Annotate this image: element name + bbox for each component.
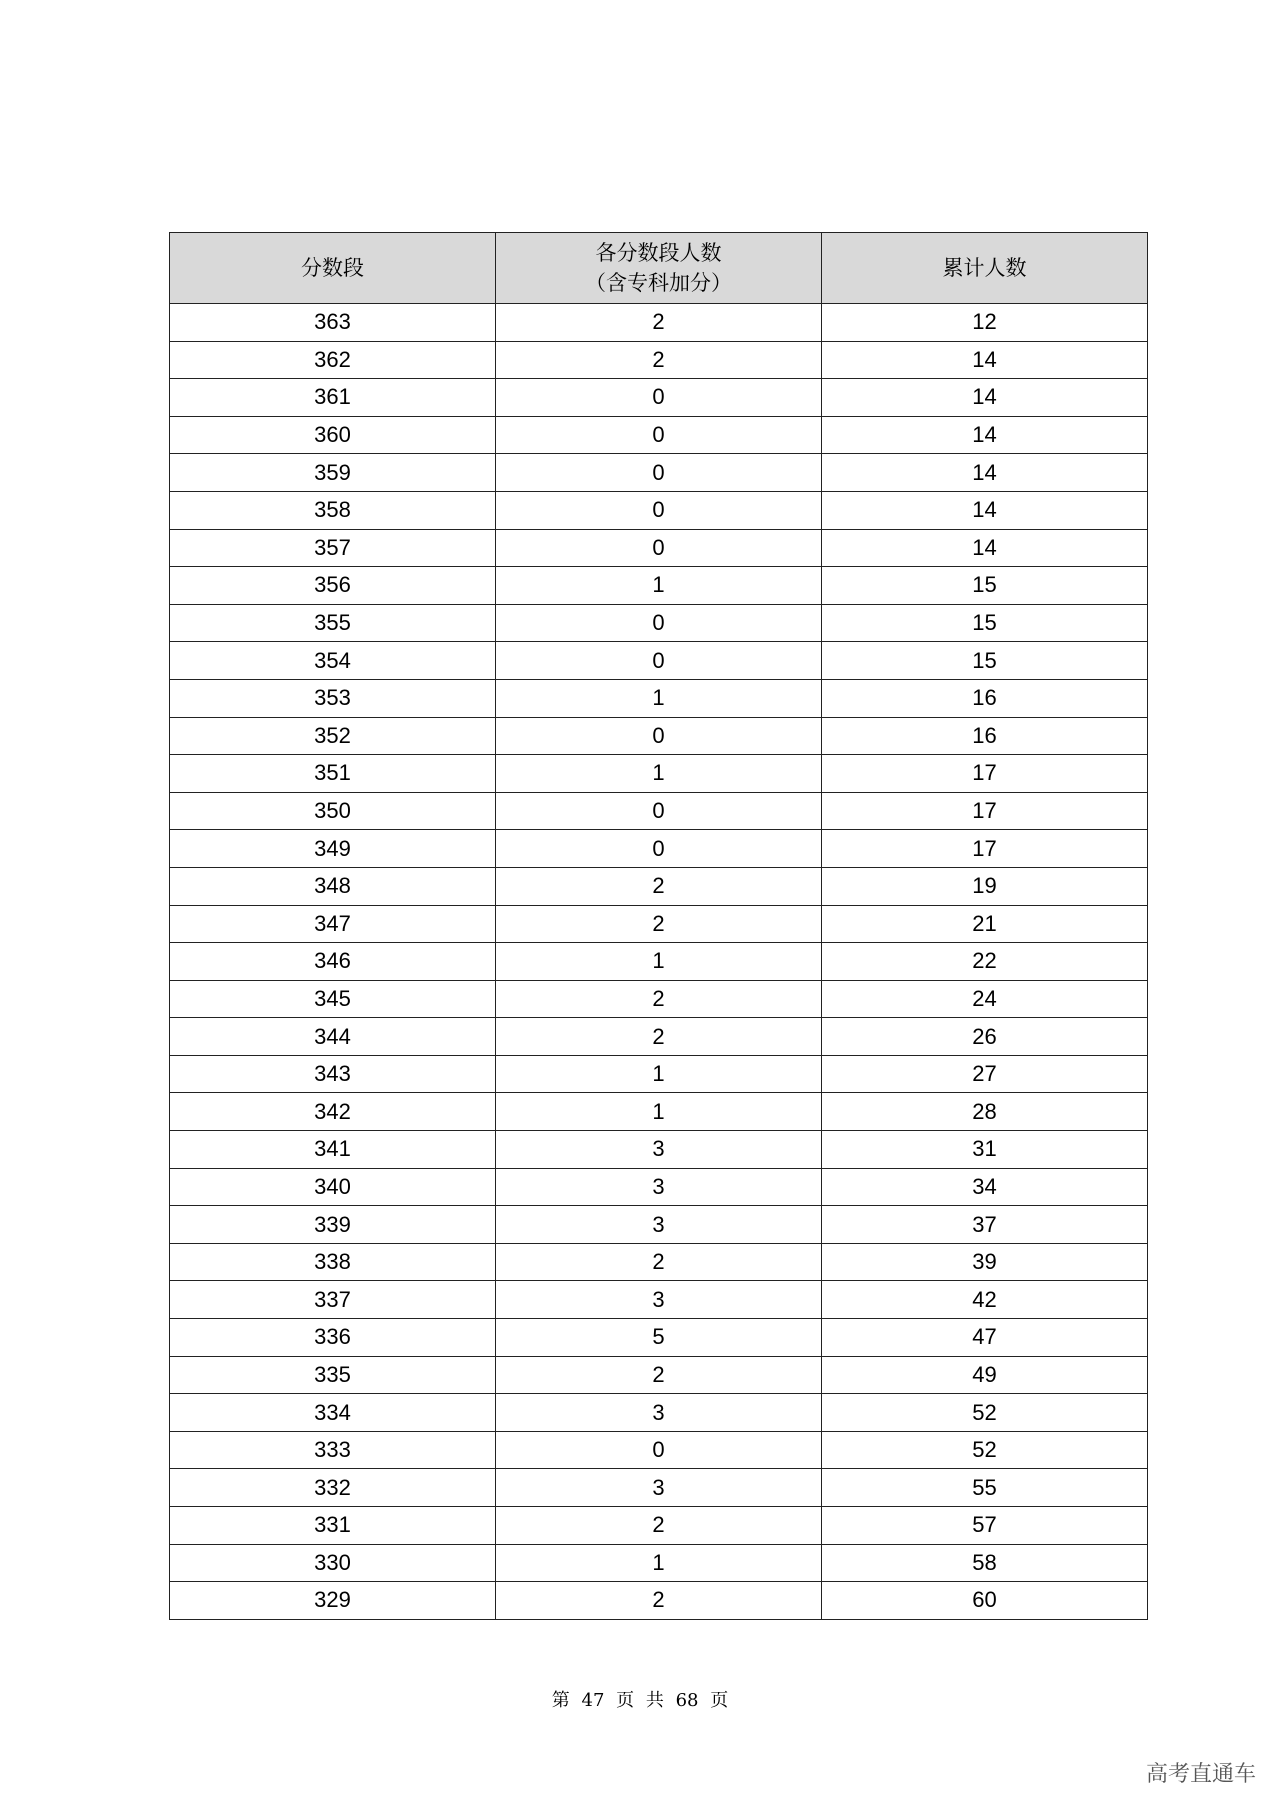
cumulative-count-cell: 27: [822, 1055, 1148, 1093]
segment-count-cell: 0: [496, 1431, 822, 1469]
header-segment-count-line1: 各分数段人数: [595, 241, 722, 265]
cumulative-count-cell: 21: [822, 905, 1148, 943]
table-row: [170, 567, 1148, 605]
cumulative-count-cell: 55: [822, 1469, 1148, 1507]
cumulative-count-cell: 60: [822, 1582, 1148, 1620]
score-cell: 341: [170, 1131, 496, 1169]
cumulative-count-cell: 39: [822, 1243, 1148, 1281]
segment-count-cell: 0: [496, 604, 822, 642]
cumulative-count-cell: 57: [822, 1507, 1148, 1545]
cumulative-count-cell: 52: [822, 1431, 1148, 1469]
score-cell: 332: [170, 1469, 496, 1507]
segment-count-cell: 3: [496, 1168, 822, 1206]
score-cell: 337: [170, 1281, 496, 1319]
score-cell: 344: [170, 1018, 496, 1056]
cumulative-count-cell: 15: [822, 642, 1148, 680]
cumulative-count-cell: 28: [822, 1093, 1148, 1131]
table-row: [170, 1093, 1148, 1131]
header-cumulative-count: [822, 233, 1148, 304]
score-cell: 347: [170, 905, 496, 943]
segment-count-cell: 3: [496, 1281, 822, 1319]
cumulative-count-cell: 16: [822, 717, 1148, 755]
cumulative-count-cell: 14: [822, 454, 1148, 492]
segment-count-cell: 2: [496, 867, 822, 905]
table-row: [170, 943, 1148, 981]
page-footer: 第 47 页 共 68 页: [551, 1690, 729, 1711]
score-cell: 339: [170, 1206, 496, 1244]
segment-count-cell: 0: [496, 830, 822, 868]
segment-count-cell: 0: [496, 529, 822, 567]
table-row: [170, 341, 1148, 379]
table-row: [170, 1018, 1148, 1056]
score-cell: 343: [170, 1055, 496, 1093]
cumulative-count-cell: 12: [822, 304, 1148, 342]
table-row: [170, 980, 1148, 1018]
segment-count-cell: 1: [496, 943, 822, 981]
segment-count-cell: 0: [496, 454, 822, 492]
segment-count-cell: 2: [496, 1507, 822, 1545]
segment-count-cell: 3: [496, 1131, 822, 1169]
score-cell: 358: [170, 491, 496, 529]
segment-count-cell: 3: [496, 1394, 822, 1432]
cumulative-count-cell: 19: [822, 867, 1148, 905]
score-cell: 335: [170, 1356, 496, 1394]
cumulative-count-cell: 16: [822, 679, 1148, 717]
table-row: [170, 491, 1148, 529]
segment-count-cell: 0: [496, 416, 822, 454]
table-body: [170, 304, 1148, 1620]
score-cell: 351: [170, 755, 496, 793]
cumulative-count-cell: 14: [822, 529, 1148, 567]
score-cell: 349: [170, 830, 496, 868]
table-row: [170, 1544, 1148, 1582]
segment-count-cell: 0: [496, 717, 822, 755]
cumulative-count-cell: 42: [822, 1281, 1148, 1319]
score-cell: 354: [170, 642, 496, 680]
score-cell: 331: [170, 1507, 496, 1545]
table-row: [170, 905, 1148, 943]
score-cell: 356: [170, 567, 496, 605]
header-score-range-label: 分数段: [301, 256, 364, 280]
table-row: [170, 642, 1148, 680]
segment-count-cell: 2: [496, 905, 822, 943]
watermark-logo-text: 高考直通车: [1145, 1762, 1256, 1787]
cumulative-count-cell: 47: [822, 1319, 1148, 1357]
table-row: [170, 604, 1148, 642]
score-cell: 359: [170, 454, 496, 492]
segment-count-cell: 2: [496, 1243, 822, 1281]
score-cell: 350: [170, 792, 496, 830]
table-row: [170, 529, 1148, 567]
cumulative-count-cell: 26: [822, 1018, 1148, 1056]
score-cell: 363: [170, 304, 496, 342]
table-row: [170, 1431, 1148, 1469]
segment-count-cell: 2: [496, 1018, 822, 1056]
segment-count-cell: 1: [496, 1093, 822, 1131]
segment-count-cell: 2: [496, 980, 822, 1018]
segment-count-cell: 5: [496, 1319, 822, 1357]
score-cell: 334: [170, 1394, 496, 1432]
segment-count-cell: 0: [496, 792, 822, 830]
cumulative-count-cell: 17: [822, 830, 1148, 868]
score-cell: 353: [170, 679, 496, 717]
segment-count-cell: 1: [496, 1055, 822, 1093]
table-row: [170, 1131, 1148, 1169]
score-cell: 336: [170, 1319, 496, 1357]
table-row: [170, 1582, 1148, 1620]
table-row: [170, 792, 1148, 830]
cumulative-count-cell: 31: [822, 1131, 1148, 1169]
table-row: [170, 1356, 1148, 1394]
header-segment-count: [496, 233, 822, 304]
cumulative-count-cell: 52: [822, 1394, 1148, 1432]
table-row: [170, 755, 1148, 793]
table-row: [170, 717, 1148, 755]
table-row: [170, 679, 1148, 717]
segment-count-cell: 2: [496, 1582, 822, 1620]
table-row: [170, 304, 1148, 342]
cumulative-count-cell: 58: [822, 1544, 1148, 1582]
table-row: [170, 416, 1148, 454]
table-row: [170, 1281, 1148, 1319]
score-cell: 330: [170, 1544, 496, 1582]
header-score-range: [170, 233, 496, 304]
score-cell: 338: [170, 1243, 496, 1281]
table-row: [170, 1168, 1148, 1206]
score-cell: 342: [170, 1093, 496, 1131]
score-cell: 348: [170, 867, 496, 905]
segment-count-cell: 2: [496, 341, 822, 379]
segment-count-cell: 1: [496, 679, 822, 717]
table-row: [170, 867, 1148, 905]
table-row: [170, 1206, 1148, 1244]
score-cell: 352: [170, 717, 496, 755]
table-header-row: [170, 233, 1148, 304]
header-segment-count-line2: （含专科加分）: [585, 271, 732, 295]
table-row: [170, 1394, 1148, 1432]
table-row: [170, 1243, 1148, 1281]
segment-count-cell: 3: [496, 1469, 822, 1507]
segment-count-cell: 1: [496, 567, 822, 605]
score-cell: 362: [170, 341, 496, 379]
score-cell: 333: [170, 1431, 496, 1469]
segment-count-cell: 3: [496, 1206, 822, 1244]
cumulative-count-cell: 14: [822, 416, 1148, 454]
score-cell: 346: [170, 943, 496, 981]
score-cell: 329: [170, 1582, 496, 1620]
score-cell: 360: [170, 416, 496, 454]
table-row: [170, 1507, 1148, 1545]
cumulative-count-cell: 15: [822, 604, 1148, 642]
table-row: [170, 454, 1148, 492]
segment-count-cell: 2: [496, 1356, 822, 1394]
cumulative-count-cell: 14: [822, 491, 1148, 529]
cumulative-count-cell: 14: [822, 341, 1148, 379]
segment-count-cell: 1: [496, 1544, 822, 1582]
table-row: [170, 379, 1148, 417]
table-row: [170, 1055, 1148, 1093]
score-distribution-table: [169, 232, 1148, 1620]
cumulative-count-cell: 15: [822, 567, 1148, 605]
cumulative-count-cell: 22: [822, 943, 1148, 981]
segment-count-cell: 0: [496, 491, 822, 529]
cumulative-count-cell: 17: [822, 755, 1148, 793]
segment-count-cell: 1: [496, 755, 822, 793]
cumulative-count-cell: 49: [822, 1356, 1148, 1394]
cumulative-count-cell: 14: [822, 379, 1148, 417]
segment-count-cell: 0: [496, 642, 822, 680]
header-cumulative-count-label: 累计人数: [942, 256, 1027, 280]
score-cell: 340: [170, 1168, 496, 1206]
score-cell: 345: [170, 980, 496, 1018]
table-row: [170, 1319, 1148, 1357]
cumulative-count-cell: 17: [822, 792, 1148, 830]
segment-count-cell: 0: [496, 379, 822, 417]
table-row: [170, 1469, 1148, 1507]
table-row: [170, 830, 1148, 868]
segment-count-cell: 2: [496, 304, 822, 342]
score-cell: 361: [170, 379, 496, 417]
cumulative-count-cell: 37: [822, 1206, 1148, 1244]
score-cell: 357: [170, 529, 496, 567]
cumulative-count-cell: 24: [822, 980, 1148, 1018]
score-cell: 355: [170, 604, 496, 642]
cumulative-count-cell: 34: [822, 1168, 1148, 1206]
